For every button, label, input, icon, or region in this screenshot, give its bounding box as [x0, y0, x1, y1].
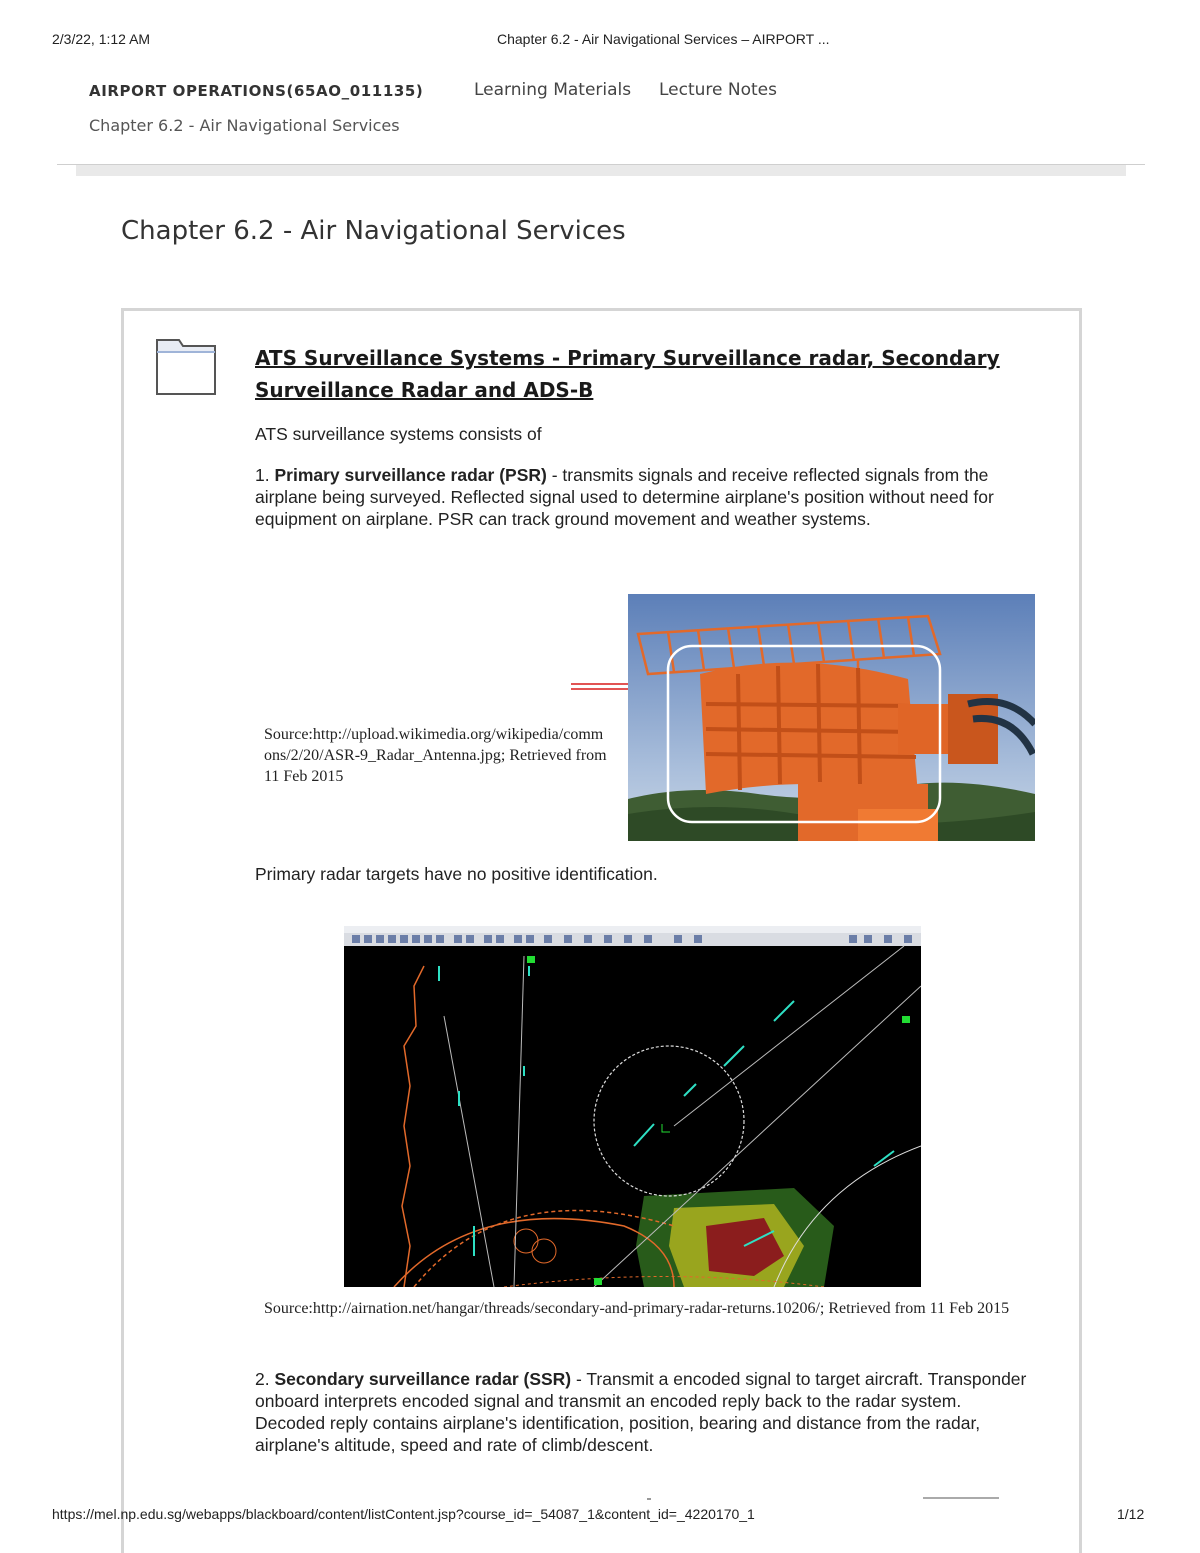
- psr-description: - transmits signals and receive reflected signals from the airplane being surveyed. Reflected signal used to determine airplane's position without need for equipment on airplane. PSR can track ground movement and weather systems.: [255, 465, 994, 529]
- folder-icon: [155, 336, 217, 396]
- ssr-description: - Transmit a encoded signal to target aircraft. Transponder onboard interprets encoded signal and transmit an encoded reply back to the radar system. Decoded reply contains airplane's identification, position, bearing and distance from the radar, airplane's altitude, speed and rate of climb/descent.: [255, 1369, 1027, 1455]
- radar-screen-screenshot: [344, 926, 921, 1287]
- print-datetime: 2/3/22, 1:12 AM: [52, 31, 151, 47]
- cutoff-line: [923, 1497, 999, 1499]
- figure1-source-caption: Source:http://upload.wikimedia.org/wikipedia/commons/2/20/ASR-9_Radar_Antenna.jpg; Retrieved from 11 Feb 2015: [264, 726, 607, 785]
- print-doc-title: Chapter 6.2 - Air Navigational Services – AIRPORT ...: [497, 31, 830, 47]
- cutoff-mark: [647, 1498, 651, 1500]
- breadcrumb[interactable]: Chapter 6.2 - Air Navigational Services: [89, 116, 400, 135]
- figure2-source-caption: Source:http://airnation.net/hangar/threads/secondary-and-primary-radar-returns.10206/; Retrieved from 11 Feb 2015: [264, 1300, 1010, 1317]
- nav-link-learning-materials[interactable]: Learning Materials: [474, 80, 632, 100]
- page-title: Chapter 6.2 - Air Navigational Services: [121, 216, 626, 246]
- radar-antenna-photo: [628, 594, 1035, 841]
- ssr-paragraph: [255, 1368, 1035, 1456]
- psr-number: 1.: [255, 465, 270, 485]
- print-url: https://mel.np.edu.sg/webapps/blackboard/content/listContent.jsp?course_id=_54087_1&content_id=_4220170_1: [52, 1506, 755, 1522]
- intro-text: ATS surveillance systems consists of: [255, 424, 542, 444]
- psr-note-text: Primary radar targets have no positive identification.: [255, 864, 658, 884]
- header-shadow-bar: [76, 165, 1126, 176]
- ssr-term: Secondary surveillance radar (SSR): [274, 1369, 572, 1389]
- psr-term: Primary surveillance radar (PSR): [274, 465, 547, 485]
- nav-link-lecture-notes[interactable]: Lecture Notes: [659, 80, 777, 100]
- psr-paragraph: [255, 464, 1035, 530]
- course-name[interactable]: AIRPORT OPERATIONS(65AO_011135): [89, 82, 424, 100]
- content-item-title[interactable]: ATS Surveillance Systems - Primary Surveillance radar, Secondary Surveillance Radar and ADS-B: [255, 346, 1000, 402]
- page-indicator: 1/12: [1117, 1506, 1145, 1522]
- ssr-number: 2.: [255, 1369, 270, 1389]
